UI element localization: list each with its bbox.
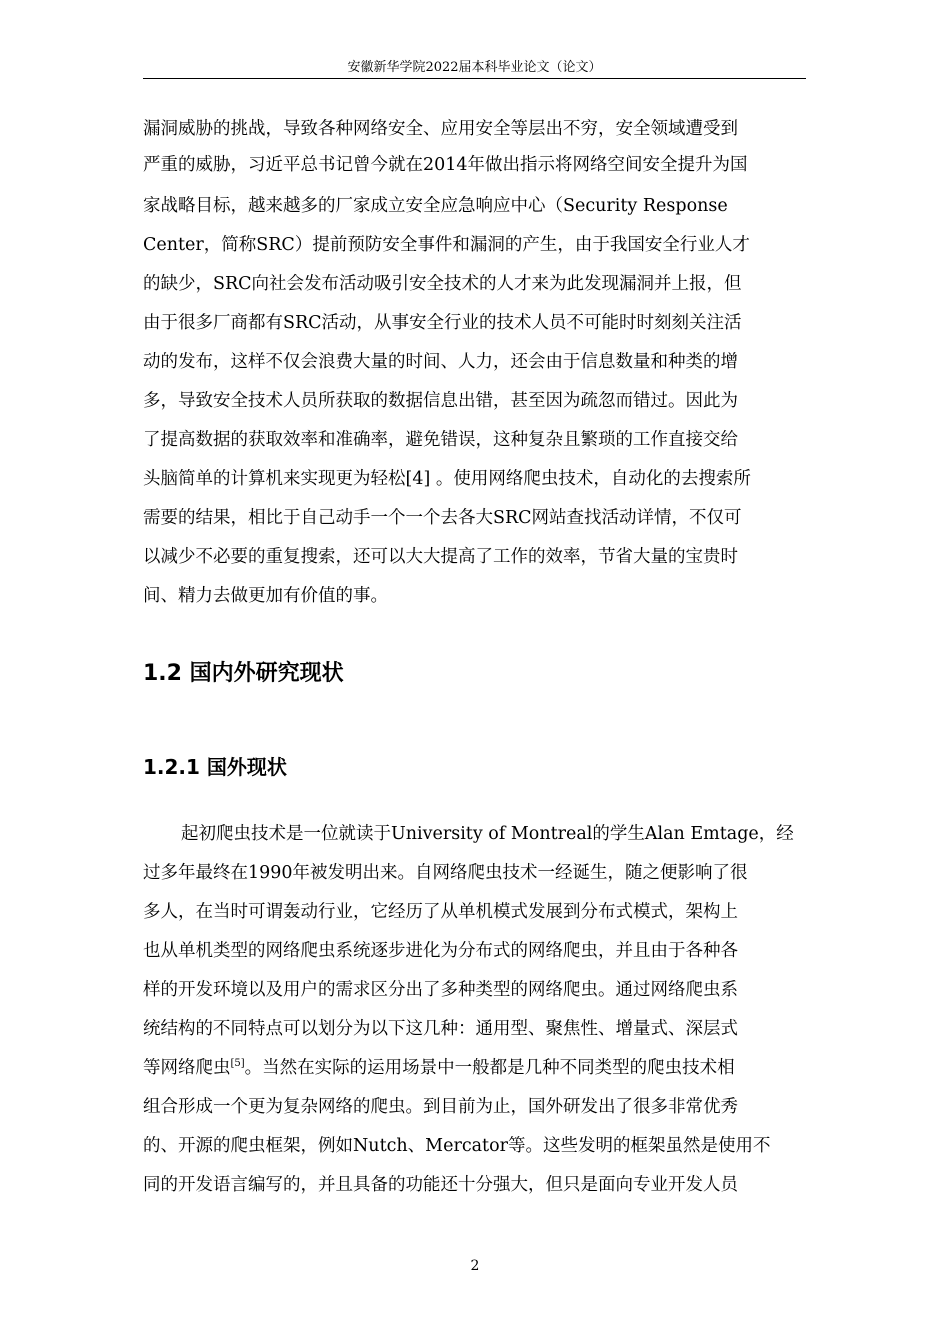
paragraph-line xyxy=(143,1056,735,1080)
paragraph-line: 多人，在当时可谓轰动行业，它经历了从单机模式发展到分布式模式，架构上 xyxy=(143,902,738,922)
paragraph-text: 。当然在实际的运用场景中一般都是几种不同类型的爬虫技术相 xyxy=(244,1058,735,1078)
paragraph-line: 也从单机类型的网络爬虫系统逐步进化为分布式的网络爬虫，并且由于各种各 xyxy=(143,941,738,961)
paragraph-line: 家战略目标，越来越多的厂家成立安全应急响应中心（Security Response xyxy=(143,196,728,216)
paragraph-line: 漏洞威胁的挑战，导致各种网络安全、应用安全等层出不穷，安全领域遭受到 xyxy=(143,119,738,139)
paragraph-line: 需要的结果，相比于自己动手一个一个去各大SRC网站查找活动详情，不仅可 xyxy=(143,508,742,528)
paragraph-line: 组合形成一个更为复杂网络的爬虫。到目前为止，国外研发出了很多非常优秀 xyxy=(143,1097,738,1117)
paragraph-line: 头脑简单的计算机来实现更为轻松[4] 。使用网络爬虫技术，自动化的去搜索所 xyxy=(143,469,751,489)
subsection-heading: 1.2.1 国外现状 xyxy=(143,755,287,779)
paragraph-line: 了提高数据的获取效率和准确率，避免错误，这种复杂且繁琐的工作直接交给 xyxy=(143,430,738,450)
citation-reference: [5] xyxy=(230,1058,245,1069)
paragraph-line: 间、精力去做更加有价值的事。 xyxy=(143,586,388,606)
paragraph-line: 由于很多厂商都有SRC活动，从事安全行业的技术人员不可能时时刻刻关注活 xyxy=(143,313,742,333)
section-heading: 1.2 国内外研究现状 xyxy=(143,661,344,686)
paragraph-line: 多，导致安全技术人员所获取的数据信息出错，甚至因为疏忽而错过。因此为 xyxy=(143,391,738,411)
paragraph-line: 动的发布，这样不仅会浪费大量的时间、人力，还会由于信息数量和种类的增 xyxy=(143,352,738,372)
paragraph-line: 严重的威胁，习近平总书记曾今就在2014年做出指示将网络空间安全提升为国 xyxy=(143,155,748,175)
paragraph-line: 的、开源的爬虫框架，例如Nutch、Mercator等。这些发明的框架虽然是使用不 xyxy=(143,1136,771,1156)
page-number: 2 xyxy=(470,1258,480,1274)
paragraph-line: 统结构的不同特点可以划分为以下这几种：通用型、聚焦性、增量式、深层式 xyxy=(143,1019,738,1039)
paragraph-line: 起初爬虫技术是一位就读于University of Montreal的学生Alan Emtage，经 xyxy=(181,824,794,844)
paragraph-line: 过多年最终在1990年被发明出来。自网络爬虫技术一经诞生，随之便影响了很 xyxy=(143,863,748,883)
paragraph-line: 以减少不必要的重复搜索，还可以大大提高了工作的效率，节省大量的宝贵时 xyxy=(143,547,738,567)
paragraph-line: 的缺少，SRC向社会发布活动吸引安全技术的人才来为此发现漏洞并上报，但 xyxy=(143,274,742,294)
page-header: 安徽新华学院2022届本科毕业论文（论文） xyxy=(143,58,806,79)
paragraph-line: 同的开发语言编写的，并且具备的功能还十分强大，但只是面向专业开发人员 xyxy=(143,1175,738,1195)
paragraph-line: 样的开发环境以及用户的需求区分出了多种类型的网络爬虫。通过网络爬虫系 xyxy=(143,980,738,1000)
paragraph-text: 等网络爬虫 xyxy=(143,1058,231,1078)
paragraph-line: Center，简称SRC）提前预防安全事件和漏洞的产生，由于我国安全行业人才 xyxy=(143,235,750,255)
